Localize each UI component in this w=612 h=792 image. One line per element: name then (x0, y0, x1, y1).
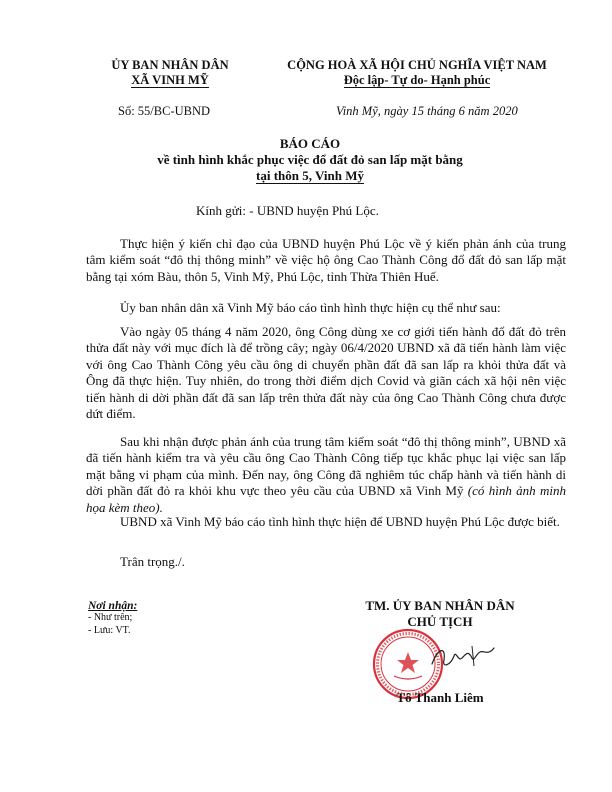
nation-line-2: Độc lập- Tự do- Hạnh phúc (343, 73, 491, 87)
paragraph-2: Ủy ban nhân dân xã Vinh Mỹ báo cáo tình hình thực hiện cụ thể như sau: (120, 300, 501, 315)
issuing-organization (90, 58, 250, 88)
recipients-block (88, 600, 248, 637)
closing: Trân trọng./. (120, 554, 185, 569)
document-title (100, 136, 520, 184)
org-line-2: XÃ VINH MỸ (131, 73, 209, 87)
paragraph-1: Thực hiện ý kiến chỉ đạo của UBND huyện Phú Lộc về ý kiến phản ánh của trung tâm kiểm soát “đô thị thông minh” về việc hộ ông Cao Thành Công đổ đất đỏ san lấp mặt bằng tại xóm Bàu, thôn 5, Vinh Mỹ, Phú Lộc, tỉnh Thừa Thiên Huế. (86, 236, 566, 284)
signature-line-1: TM. ỦY BAN NHÂN DÂN (365, 598, 515, 613)
paragraph-4-note: (có hình ảnh minh họa kèm theo). (86, 483, 566, 515)
title-line-3: tại thôn 5, Vinh Mỹ (256, 168, 364, 183)
document-number: Số: 55/BC-UBND (118, 104, 211, 118)
signature-line-2: CHỦ TỊCH (407, 614, 473, 629)
title-line-1: BÁO CÁO (279, 136, 341, 151)
title-line-2: về tình hình khắc phục việc đổ đất đỏ san lấp mặt bằng (157, 152, 463, 167)
paragraph-5: UBND xã Vinh Mỹ báo cáo tình hình thực hiện để UBND huyện Phú Lộc được biết. (120, 514, 560, 529)
org-line-1: ỦY BAN NHÂN DÂN (111, 58, 229, 72)
recipient-item: - Như trên; (88, 612, 133, 623)
addressee: Kính gửi: - UBND huyện Phú Lộc. (196, 203, 379, 218)
nation-line-1: CỘNG HOÀ XÃ HỘI CHỦ NGHĨA VIỆT NAM (287, 58, 547, 72)
paragraph-4 (86, 434, 566, 516)
handwritten-signature-icon (428, 636, 498, 676)
recipient-item: - Lưu: VT. (88, 624, 131, 636)
recipients-heading: Nơi nhận: (88, 600, 138, 612)
place-date: Vinh Mỹ, ngày 15 tháng 6 năm 2020 (336, 104, 518, 118)
signature-title (340, 598, 540, 630)
paragraph-3: Vào ngày 05 tháng 4 năm 2020, ông Công dùng xe cơ giới tiến hành đổ đất đỏ trên thửa đất này với mục đích là để trồng cây; ngày 06/4/2020 UBND xã đã tiến hành làm việc với ông Cao Thành Công yêu cầu ông di chuyển phần đất đã san lấp ra khỏi thửa đất và Ông đã thực hiện. Tuy nhiên, do trong thời điểm dịch Covid và giãn cách xã hội nên việc tiến hành di dời phần đất đã san lấp trên thửa đất này của ông Cao Thành Công chưa được dứt điểm. (86, 324, 566, 422)
signer-name: Tô Thanh Liêm (396, 690, 484, 705)
paragraph-4-text: Sau khi nhận được phản ánh của trung tâm kiểm soát “đô thị thông minh”, UBND xã đã tiến hành kiểm tra và yêu cầu ông Cao Thành Công tiếp tục khắc phục lại việc san lấp mặt bằng vi phạm của mình. Đến nay, ông Công đã nghiêm túc chấp hành và tiến hành di dời phần đất đỏ ra khỏi khu vực theo yêu cầu của UBND xã Vinh Mỹ (86, 434, 566, 499)
national-motto (262, 58, 572, 88)
